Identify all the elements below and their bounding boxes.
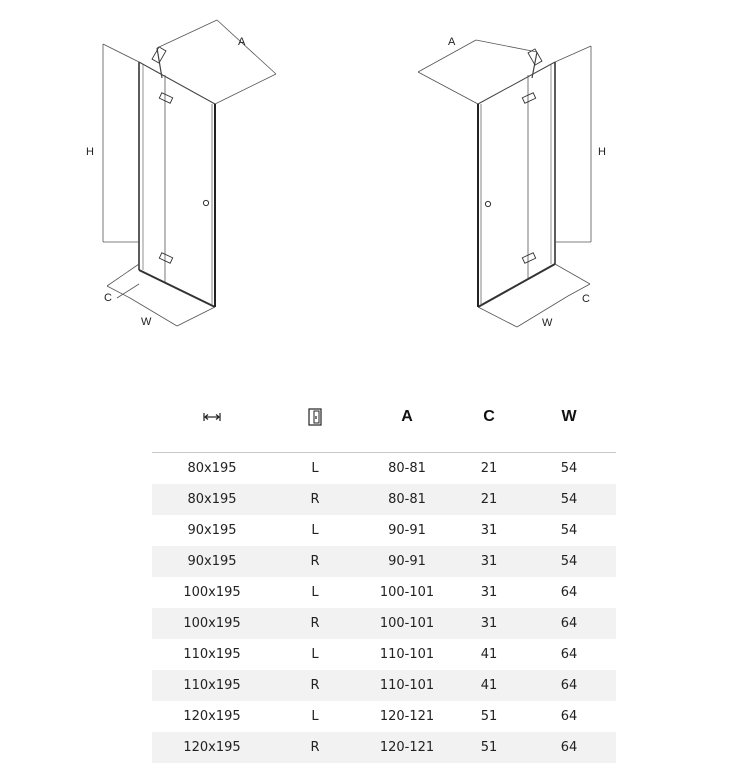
cell-c: 51 bbox=[480, 709, 498, 724]
cell-c: 41 bbox=[456, 670, 522, 701]
table-row bbox=[152, 577, 616, 608]
cell-size: 100x195 bbox=[152, 608, 272, 639]
width-arrows-icon bbox=[203, 412, 221, 422]
cell-side: R bbox=[272, 608, 358, 639]
cell-size: 110x195 bbox=[183, 647, 241, 662]
cell-w: 64 bbox=[522, 608, 616, 639]
cell-size: 80x195 bbox=[187, 461, 237, 476]
cell-a: 100-101 bbox=[358, 608, 456, 639]
cell-a: 90-91 bbox=[358, 546, 456, 577]
table-row bbox=[152, 453, 616, 485]
cell-c: 21 bbox=[456, 484, 522, 515]
cell-side: L bbox=[311, 523, 319, 538]
cell-size: 100x195 bbox=[183, 585, 241, 600]
cell-size: 110x195 bbox=[152, 670, 272, 701]
cell-w: 64 bbox=[522, 670, 616, 701]
cell-c: 31 bbox=[480, 523, 498, 538]
right-label-c: C bbox=[582, 293, 590, 305]
right-label-a: A bbox=[448, 36, 456, 48]
cell-a: 120-121 bbox=[358, 732, 456, 763]
right-label-w: W bbox=[542, 317, 553, 329]
cell-side: R bbox=[272, 732, 358, 763]
table-row bbox=[152, 484, 616, 515]
cell-side: L bbox=[311, 709, 319, 724]
cell-size: 90x195 bbox=[152, 546, 272, 577]
cell-size: 120x195 bbox=[183, 709, 241, 724]
header-a: A bbox=[358, 398, 456, 453]
cell-size: 120x195 bbox=[152, 732, 272, 763]
cell-w: 64 bbox=[522, 732, 616, 763]
header-side bbox=[272, 398, 358, 453]
cell-a: 100-101 bbox=[379, 585, 435, 600]
cell-c: 41 bbox=[480, 647, 498, 662]
cell-w: 64 bbox=[560, 647, 578, 662]
cell-w: 54 bbox=[522, 484, 616, 515]
cell-a: 110-101 bbox=[358, 670, 456, 701]
door-handle-icon bbox=[308, 408, 322, 426]
cell-side: L bbox=[311, 647, 319, 662]
cell-w: 54 bbox=[522, 546, 616, 577]
cell-a: 80-81 bbox=[388, 461, 426, 476]
table-row bbox=[152, 639, 616, 670]
header-w: W bbox=[522, 398, 616, 453]
table-row bbox=[152, 608, 616, 639]
cell-side: R bbox=[272, 670, 358, 701]
shower-door-diagrams bbox=[0, 0, 741, 360]
cell-size: 80x195 bbox=[152, 484, 272, 515]
table-header-row bbox=[152, 398, 616, 453]
right-label-h: H bbox=[598, 146, 606, 158]
table-row bbox=[152, 515, 616, 546]
cell-a: 80-81 bbox=[358, 484, 456, 515]
cell-side: L bbox=[311, 461, 319, 476]
table-row bbox=[152, 732, 616, 763]
left-label-h: H bbox=[86, 146, 94, 158]
cell-c: 31 bbox=[480, 585, 498, 600]
cell-a: 120-121 bbox=[379, 709, 435, 724]
cell-w: 54 bbox=[560, 461, 578, 476]
cell-side: R bbox=[272, 484, 358, 515]
table-row bbox=[152, 670, 616, 701]
cell-side: R bbox=[272, 546, 358, 577]
table-row bbox=[152, 701, 616, 732]
left-label-a: A bbox=[238, 36, 246, 48]
cell-c: 51 bbox=[456, 732, 522, 763]
cell-size: 90x195 bbox=[187, 523, 237, 538]
cell-c: 21 bbox=[480, 461, 498, 476]
header-c: C bbox=[456, 398, 522, 453]
left-door-diagram bbox=[103, 20, 276, 326]
cell-w: 64 bbox=[560, 709, 578, 724]
cell-c: 31 bbox=[456, 546, 522, 577]
cell-w: 54 bbox=[560, 523, 578, 538]
table-row bbox=[152, 546, 616, 577]
cell-side: L bbox=[311, 585, 319, 600]
right-door-diagram bbox=[418, 40, 591, 327]
cell-c: 31 bbox=[456, 608, 522, 639]
cell-a: 110-101 bbox=[379, 647, 435, 662]
left-label-c: C bbox=[104, 292, 112, 304]
cell-w: 64 bbox=[560, 585, 578, 600]
left-label-w: W bbox=[141, 316, 152, 328]
cell-a: 90-91 bbox=[388, 523, 426, 538]
dimensions-table bbox=[152, 398, 616, 763]
header-size bbox=[152, 398, 272, 453]
